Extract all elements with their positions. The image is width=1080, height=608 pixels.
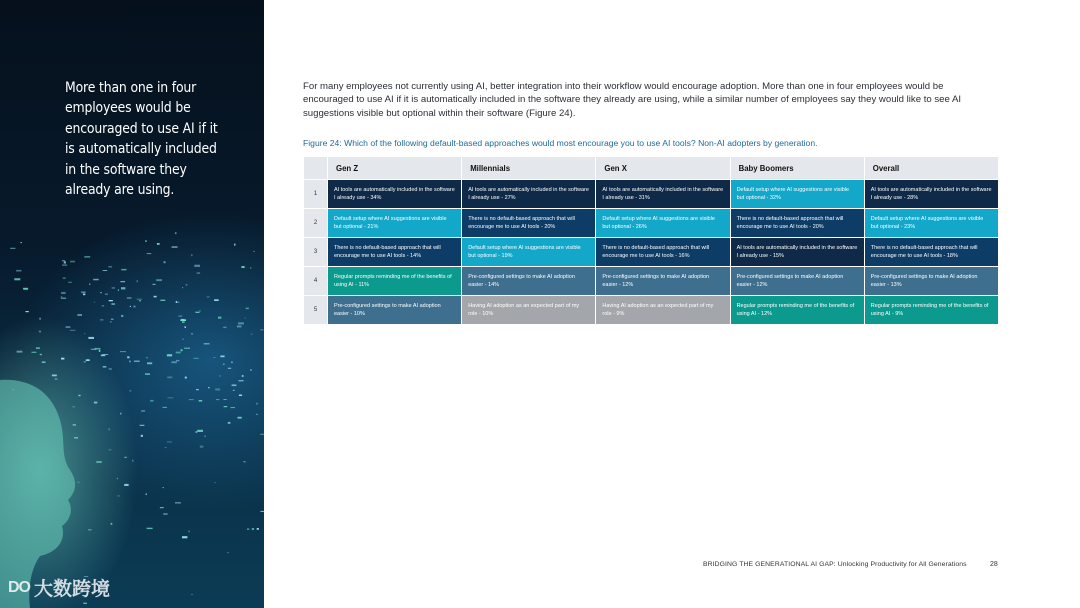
rank-cell: 1 xyxy=(304,180,328,209)
table-cell: Default setup where AI suggestions are visible but optional - 19% xyxy=(462,238,596,267)
table-cell: Default setup where AI suggestions are visible but optional - 26% xyxy=(596,209,730,238)
table-cell: AI tools are automatically included in the software I already use - 27% xyxy=(462,180,596,209)
table-cell: Default setup where AI suggestions are visible but optional - 32% xyxy=(730,180,864,209)
table-cell: Regular prompts reminding me of the benefits of using AI - 12% xyxy=(730,296,864,325)
ranking-table xyxy=(303,157,999,325)
table-cell: Regular prompts reminding me of the benefits of using AI - 11% xyxy=(328,267,462,296)
table-cell: AI tools are automatically included in the software I already use - 34% xyxy=(328,180,462,209)
table-cell: There is no default-based approach that will encourage me to use AI tools - 20% xyxy=(730,209,864,238)
table-row xyxy=(304,267,999,296)
header-rank xyxy=(304,157,328,180)
table-cell: Pre-configured settings to make AI adoption easier - 12% xyxy=(730,267,864,296)
table-cell: Default setup where AI suggestions are visible but optional - 21% xyxy=(328,209,462,238)
table-cell: There is no default-based approach that will encourage me to use AI tools - 14% xyxy=(328,238,462,267)
header-overall: Overall xyxy=(864,157,998,180)
table-row xyxy=(304,209,999,238)
quote-line: More than one in four xyxy=(65,80,197,96)
rank-cell: 2 xyxy=(304,209,328,238)
watermark xyxy=(8,574,110,601)
header-baby-boomers: Baby Boomers xyxy=(730,157,864,180)
quote-line: already are using. xyxy=(65,182,175,199)
header-millennials: Millennials xyxy=(462,157,596,180)
table-row xyxy=(304,180,999,209)
quote-line: employees would be xyxy=(65,100,191,117)
table-cell: AI tools are automatically included in the software I already use - 28% xyxy=(864,180,998,209)
table-header-row xyxy=(304,157,999,180)
table-cell: There is no default-based approach that will encourage me to use AI tools - 20% xyxy=(462,209,596,238)
table-cell: AI tools are automatically included in the software I already use - 15% xyxy=(730,238,864,267)
table-cell: There is no default-based approach that will encourage me to use AI tools - 18% xyxy=(864,238,998,267)
header-gen-z: Gen Z xyxy=(328,157,462,180)
pull-quote xyxy=(65,78,237,200)
table-cell: Default setup where AI suggestions are visible but optional - 23% xyxy=(864,209,998,238)
header-gen-x: Gen X xyxy=(596,157,730,180)
quote-line: encouraged to use AI if it xyxy=(65,120,218,137)
left-image-panel xyxy=(0,0,264,608)
table-cell: Regular prompts reminding me of the benefits of using AI - 9% xyxy=(864,296,998,325)
quote-line: is automatically included xyxy=(65,141,217,158)
table-cell: Having AI adoption as an expected part of my role - 9% xyxy=(596,296,730,325)
page-number: 28 xyxy=(990,561,998,568)
rank-cell: 4 xyxy=(304,267,328,296)
table-cell: Pre-configured settings to make AI adoption easier - 12% xyxy=(596,267,730,296)
table-cell: AI tools are automatically included in the software I already use - 31% xyxy=(596,180,730,209)
quote-line: in the software they xyxy=(65,161,187,178)
rank-cell: 5 xyxy=(304,296,328,325)
table-cell: There is no default-based approach that will encourage me to use AI tools - 16% xyxy=(596,238,730,267)
table-cell: Pre-configured settings to make AI adoption easier - 14% xyxy=(462,267,596,296)
rank-cell: 3 xyxy=(304,238,328,267)
watermark-logo-icon: DO xyxy=(8,578,30,596)
figure-title: Figure 24: Which of the following default-based approaches would most encourage you to use AI tools? Non-AI adopters by generation. xyxy=(303,138,818,148)
footer-report-title: BRIDGING THE GENERATIONAL AI GAP: Unlocking Productivity for All Generations xyxy=(703,561,967,568)
watermark-text: 大数跨境 xyxy=(34,579,111,600)
table-cell: Pre-configured settings to make AI adoption easier - 10% xyxy=(328,296,462,325)
table-cell: Pre-configured settings to make AI adoption easier - 13% xyxy=(864,267,998,296)
table-row xyxy=(304,296,999,325)
table-cell: Having AI adoption as an expected part of my role - 10% xyxy=(462,296,596,325)
intro-paragraph: For many employees not currently using AI, better integration into their workflow would encourage adoption. More than one in four employees would be encouraged to use AI if it is automatically included in the software they already are using, while a similar number of employees say they would like to see AI suggestions visible but optional within their software (Figure 24). xyxy=(303,81,962,119)
table-row xyxy=(304,238,999,267)
